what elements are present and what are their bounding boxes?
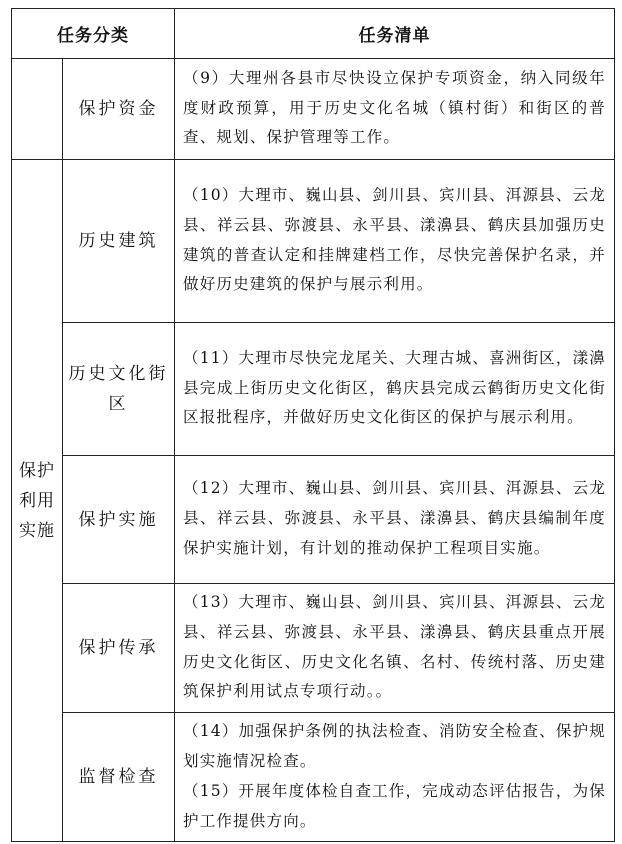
table-row bbox=[12, 456, 615, 584]
task-item: （14）加强保护条例的执法检查、消防安全检查、保护规划实施情况检查。 bbox=[183, 722, 606, 770]
table-row bbox=[12, 160, 615, 323]
empty-group-cell bbox=[12, 59, 63, 160]
task-content-cell bbox=[175, 713, 615, 842]
category-cell: 保护资金 bbox=[63, 59, 175, 160]
category-cell: 历史文化街区 bbox=[63, 323, 175, 456]
header-task-list: 任务清单 bbox=[175, 9, 615, 59]
group-cell: 保护利用实施 bbox=[12, 160, 63, 842]
task-content-cell bbox=[175, 584, 615, 713]
task-item: （12）大理市、巍山县、剑川县、宾川县、洱源县、云龙县、祥云县、弥渡县、永平县、漾濞县、鹤庆县编制年度保护实施计划，有计划的推动保护工程项目实施。 bbox=[183, 479, 606, 557]
task-content-cell bbox=[175, 160, 615, 323]
table-row bbox=[12, 323, 615, 456]
header-category: 任务分类 bbox=[12, 9, 175, 59]
task-item: （15）开展年度体检自查工作，完成动态评估报告，为保护工作提供方向。 bbox=[183, 781, 606, 830]
task-item: （10）大理市、巍山县、剑川县、宾川县、洱源县、云龙县、祥云县、弥渡县、永平县、漾濞县、鹤庆县加强历史建筑的普查认定和挂牌建档工作，尽快完善保护名录，并做好历史建筑的保护与展示利用。 bbox=[183, 185, 606, 294]
task-content-cell bbox=[175, 59, 615, 160]
category-cell: 历史建筑 bbox=[63, 160, 175, 323]
table-row bbox=[12, 584, 615, 713]
table-row bbox=[12, 713, 615, 842]
task-item: （13）大理市、巍山县、剑川县、宾川县、洱源县、云龙县、祥云县、弥渡县、永平县、漾濞县、鹤庆县重点开展历史文化街区、历史文化名镇、名村、传统村落、历史建筑保护利用试点专项行动。。 bbox=[183, 593, 606, 701]
task-item: （11）大理市尽快完龙尾关、大理古城、喜洲街区，漾濞县完成上街历史文化街区，鹤庆县完成云鹤街历史文化街区报批程序，并做好历史文化街区的保护与展示利用。 bbox=[183, 348, 606, 427]
task-content-cell bbox=[175, 323, 615, 456]
header-row bbox=[12, 9, 615, 59]
category-cell: 保护传承 bbox=[63, 584, 175, 713]
task-item: （9）大理州各县市尽快设立保护专项资金，纳入同级年度财政预算，用于历史文化名城（镇村街）和街区的普查、规划、保护管理等工作。 bbox=[183, 68, 606, 147]
task-content-cell bbox=[175, 456, 615, 584]
task-table bbox=[11, 8, 615, 842]
category-cell: 监督检查 bbox=[63, 713, 175, 842]
category-cell: 保护实施 bbox=[63, 456, 175, 584]
table-row bbox=[12, 59, 615, 160]
